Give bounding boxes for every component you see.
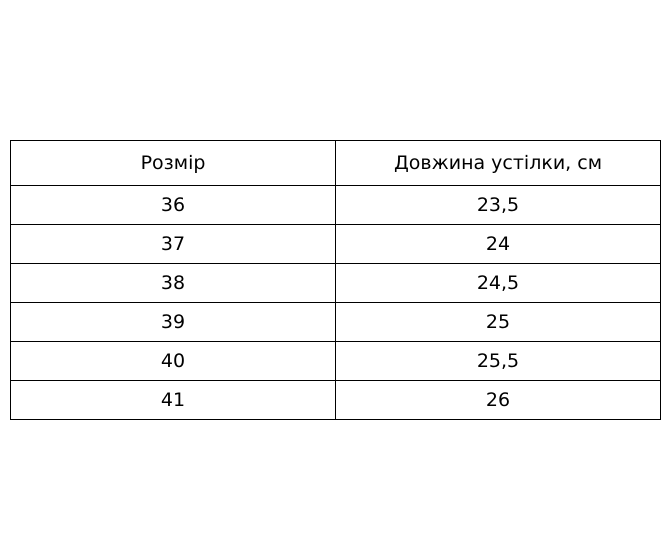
cell-insole-length: 25,5 <box>336 342 661 381</box>
cell-insole-length: 25 <box>336 303 661 342</box>
cell-size: 37 <box>11 225 336 264</box>
table-header <box>11 141 661 186</box>
cell-size: 40 <box>11 342 336 381</box>
table-row <box>11 264 661 303</box>
table-row <box>11 342 661 381</box>
column-header-insole-length: Довжина устілки, см <box>336 141 661 186</box>
cell-insole-length: 23,5 <box>336 186 661 225</box>
table-row <box>11 225 661 264</box>
cell-insole-length: 24 <box>336 225 661 264</box>
cell-size: 36 <box>11 186 336 225</box>
cell-insole-length: 26 <box>336 381 661 420</box>
size-table <box>10 140 661 420</box>
table-row <box>11 303 661 342</box>
cell-size: 39 <box>11 303 336 342</box>
cell-insole-length: 24,5 <box>336 264 661 303</box>
table-header-row <box>11 141 661 186</box>
cell-size: 41 <box>11 381 336 420</box>
table-row <box>11 186 661 225</box>
size-table-container <box>10 140 660 420</box>
table-row <box>11 381 661 420</box>
column-header-size: Розмір <box>11 141 336 186</box>
table-body <box>11 186 661 420</box>
cell-size: 38 <box>11 264 336 303</box>
